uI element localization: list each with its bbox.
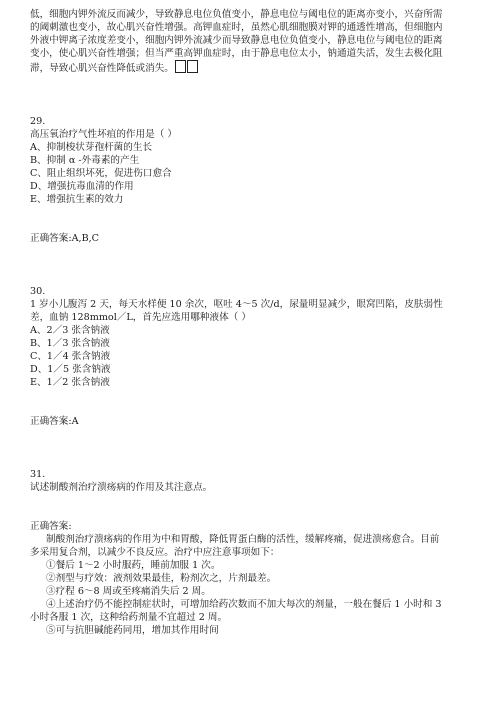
question-30 (30, 285, 475, 428)
answer-line: ②剂型与疗效：液剂效果最佳，粉剂次之，片剂最差。 (46, 573, 277, 584)
blank-box-icon (175, 60, 186, 73)
document-page (30, 8, 475, 637)
spacer (30, 494, 475, 520)
answer-line: ⑤可与抗胆碱能药同用，增加其作用时间 (46, 625, 219, 636)
intro-line-text: 滞，导致心肌兴奋性降低或消失。 (30, 63, 174, 74)
option-a: A、2／3 张含钠液 (30, 325, 110, 336)
answer-line: 制酸剂治疗溃疡病的作用为中和胃酸，降低胃蛋白酶的活性，缓解疼痛，促进溃疡愈合。目前 (46, 534, 440, 545)
option-b: B、1／3 张含钠液 (30, 338, 110, 349)
intro-line: 外液中钾离子浓度差变小，细胞内钾外流减少而导致静息电位负值变小，静息电位与阈电位的距离 (30, 35, 443, 46)
answer-line: 小时各服 1 次，这种给药剂量不宜超过 2 周。 (30, 612, 228, 623)
option-a: A、抑制梭状芽孢杆菌的生长 (30, 142, 153, 153)
question-stem-line: 1 岁小儿腹泻 2 天，每天水样便 10 余次，呕吐 4～5 次/d，尿量明显减少，眼窝凹陷，皮肤弱性 (30, 299, 443, 310)
question-29 (30, 115, 475, 245)
option-d: D、增强抗毒血清的作用 (30, 181, 134, 192)
option-c: C、1／4 张含钠液 (30, 351, 111, 362)
spacer (30, 75, 475, 115)
spacer (30, 206, 475, 232)
question-stem-line: 差，血钠 128mmol／L，首先应选用哪种液体（ ） (30, 312, 251, 323)
answer-line: ④上述治疗仍不能控制症状时，可增加给药次数而不加大每次的剂量，一般在餐后 1 小时和 3 (46, 599, 442, 610)
question-stem: 高压氧治疗气性坏疽的作用是（ ） (30, 129, 177, 140)
question-stem: 试述制酸剂治疗溃疡病的作用及其注意点。 (30, 482, 213, 493)
blank-box-icon (187, 60, 198, 73)
option-d: D、1／5 张含钠液 (30, 364, 111, 375)
spacer (30, 245, 475, 285)
answer-line: ①餐后 1～2 小时服药，睡前加服 1 次。 (46, 560, 221, 571)
correct-answer: 正确答案:A,B,C (30, 233, 100, 244)
spacer (30, 428, 475, 468)
answer-line: ③疗程 6～8 周或至疼痛消失后 2 周。 (46, 586, 211, 597)
intro-paragraph (30, 8, 475, 75)
intro-line: 变小，使心肌兴奋性增强；但当严重高钾血症时，由于静息电位太小，钠通道失活，发生去极化阻 (30, 48, 443, 59)
option-b: B、抑制 α -外毒素的产生 (30, 155, 140, 166)
option-c: C、阻止组织坏死，促进伤口愈合 (30, 168, 172, 179)
correct-answer-label: 正确答案: (30, 521, 72, 532)
intro-line: 低，细胞内钾外流反而减少，导致静息电位负值变小，静息电位与阈电位的距离亦变小，兴奋所需 (30, 9, 443, 20)
answer-line: 多采用复合剂，以减少不良反应。治疗中应注意事项如下： (30, 547, 280, 558)
correct-answer: 正确答案:A (30, 416, 79, 427)
question-31 (30, 468, 475, 637)
intro-line: 的阈刺激也变小，故心肌兴奋性增强。高钾血症时，虽然心肌细胞膜对钾的通透性增高，但细胞内 (30, 22, 443, 33)
question-number: 31. (30, 469, 46, 480)
question-number: 29. (30, 116, 46, 127)
spacer (30, 389, 475, 415)
question-number: 30. (30, 286, 46, 297)
option-e: E、增强抗生素的效力 (30, 194, 124, 205)
option-e: E、1／2 张含钠液 (30, 377, 110, 388)
intro-line-last (30, 60, 475, 75)
